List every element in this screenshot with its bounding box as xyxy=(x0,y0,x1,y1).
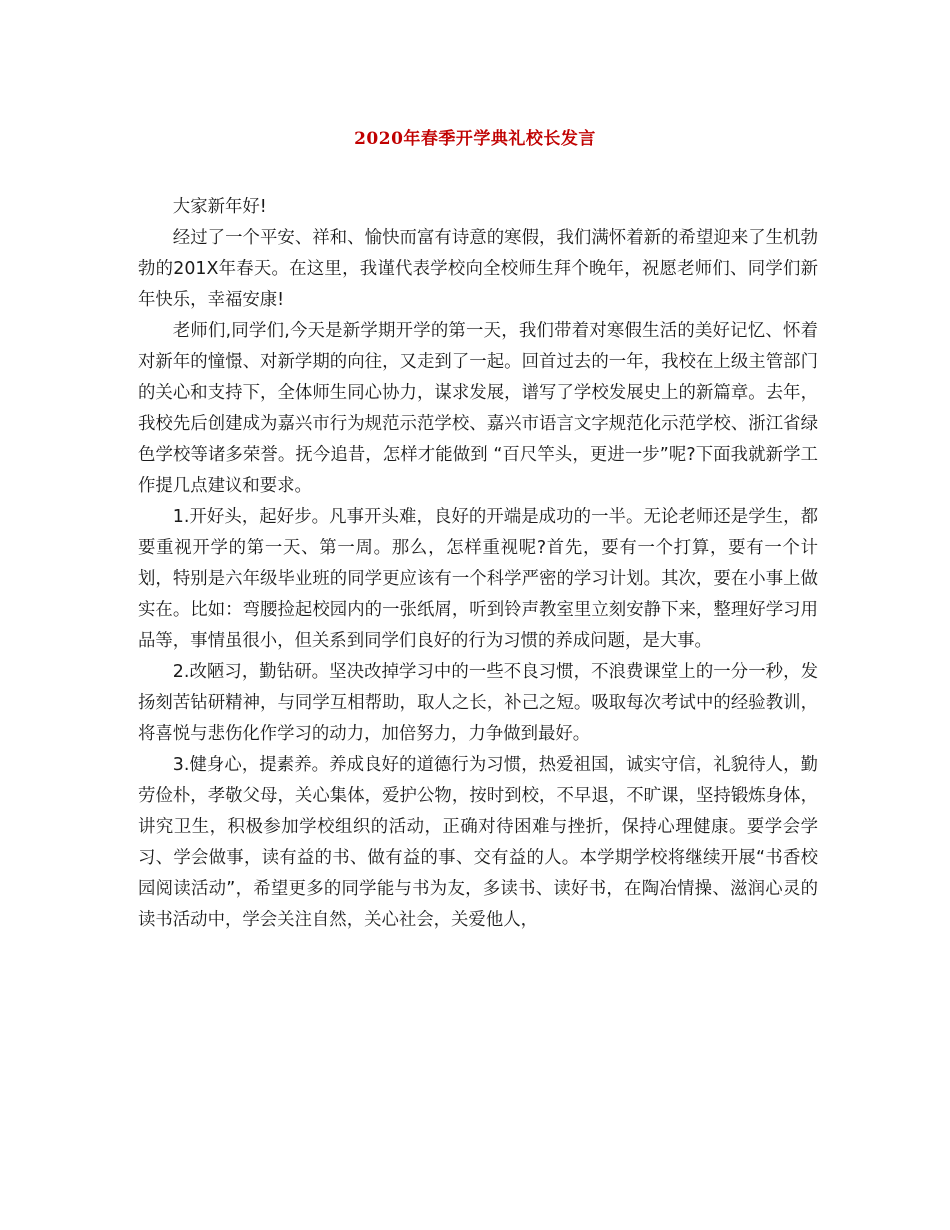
paragraph-point-2: 2.改陋习，勤钻研。坚决改掉学习中的一些不良习惯，不浪费课堂上的一分一秒，发扬刻苦钻研精神，与同学互相帮助，取人之长，补己之短。吸取每次考试中的经验教训，将喜悦与悲伤化作学习的动力，加倍努力，力争做到最好。 xyxy=(138,662,818,744)
paragraph-greeting: 大家新年好! xyxy=(172,197,267,217)
document-title: 2020年春季开学典礼校长发言 xyxy=(354,129,596,149)
paragraph-review: 老师们,同学们,今天是新学期开学的第一天，我们带着对寒假生活的美好记忆、怀着对新年的憧憬、对新学期的向往，又走到了一起。回首过去的一年，我校在上级主管部门的关心和支持下，全体师生同心协力，谋求发展，谱写了学校发展史上的新篇章。去年，我校先后创建成为嘉兴市行为规范示范学校、嘉兴市语言文字规范化示范学校、浙江省绿色学校等诸多荣誉。抚今追昔，怎样才能做到 “百尺竿头，更进一步”呢?下面我就新学工作提几点建议和要求。 xyxy=(138,321,818,496)
document-body xyxy=(138,192,818,936)
paragraph-point-3: 3.健身心，提素养。养成良好的道德行为习惯，热爱祖国，诚实守信，礼貌待人，勤劳俭朴，孝敬父母，关心集体，爱护公物，按时到校，不早退，不旷课，坚持锻炼身体，讲究卫生，积极参加学校组织的活动，正确对待困难与挫折，保持心理健康。要学会学习、学会做事，读有益的书、做有益的事、交有益的人。本学期学校将继续开展“书香校园阅读活动”，希望更多的同学能与书为友，多读书、读好书，在陶冶情操、滋润心灵的读书活动中，学会关注自然，关心社会，关爱他人， xyxy=(138,755,818,930)
paragraph-new-year-wishes: 经过了一个平安、祥和、愉快而富有诗意的寒假，我们满怀着新的希望迎来了生机勃勃的201X年春天。在这里，我谨代表学校向全校师生拜个晚年，祝愿老师们、同学们新年快乐，幸福安康! xyxy=(138,228,818,310)
paragraph-point-1: 1.开好头，起好步。凡事开头难，良好的开端是成功的一半。无论老师还是学生，都要重视开学的第一天、第一周。那么，怎样重视呢?首先，要有一个打算，要有一个计划，特别是六年级毕业班的同学更应该有一个科学严密的学习计划。其次，要在小事上做实在。比如：弯腰捡起校园内的一张纸屑，听到铃声教室里立刻安静下来，整理好学习用品等，事情虽很小，但关系到同学们良好的行为习惯的养成问题，是大事。 xyxy=(138,507,818,651)
